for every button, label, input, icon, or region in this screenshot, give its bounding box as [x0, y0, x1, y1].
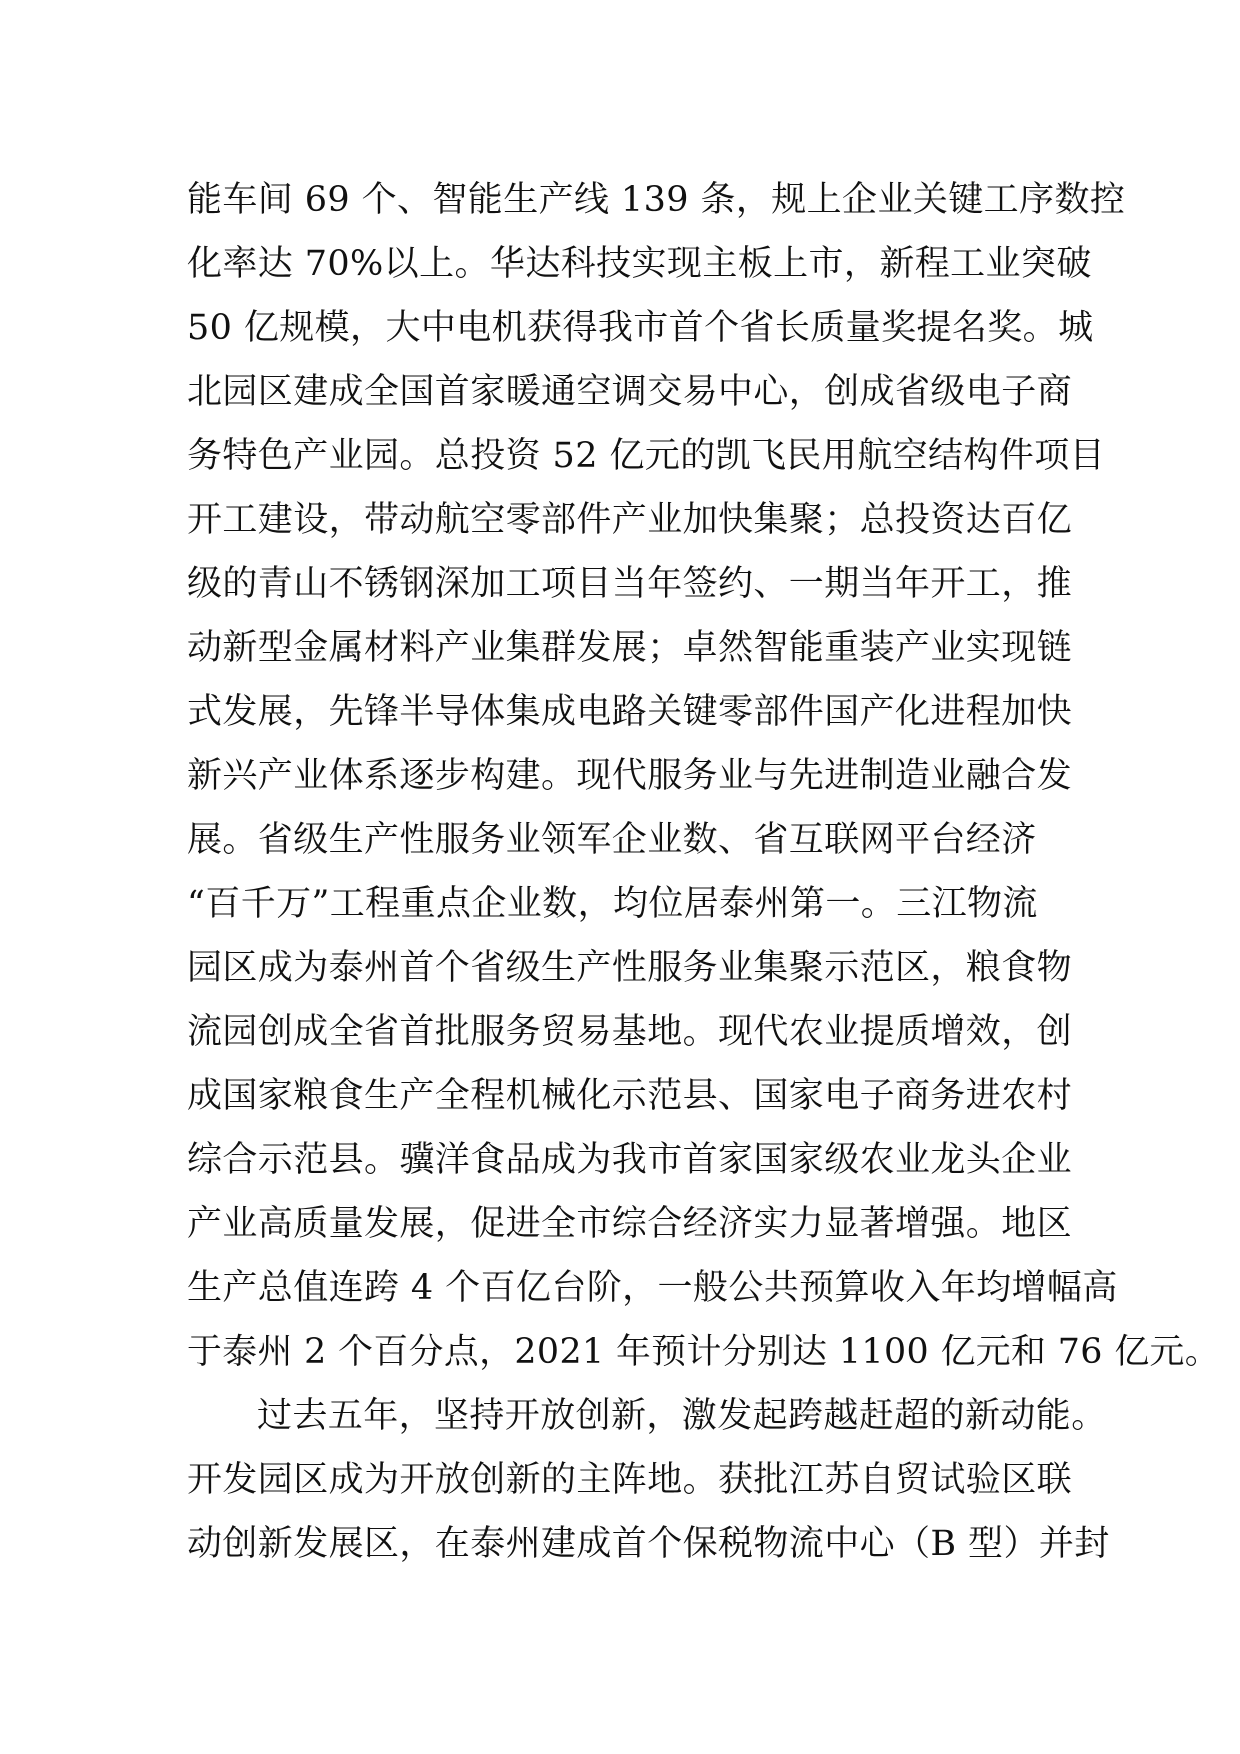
text-line: 能车间 69 个、智能生产线 139 条，规上企业关键工序数控	[187, 180, 1126, 220]
text-line: 成国家粮食生产全程机械化示范县、国家电子商务进农村	[187, 1076, 1073, 1116]
text-line: 式发展，先锋半导体集成电路关键零部件国产化进程加快	[187, 692, 1073, 732]
text-line: 级的青山不锈钢深加工项目当年签约、一期当年开工，推	[187, 564, 1073, 604]
text-line: 北园区建成全国首家暖通空调交易中心，创成省级电子商	[187, 372, 1073, 412]
body-text	[187, 168, 1221, 1576]
text-line: 生产总值连跨 4 个百亿台阶，一般公共预算收入年均增幅高	[187, 1268, 1118, 1308]
text-line: 开工建设，带动航空零部件产业加快集聚；总投资达百亿	[187, 500, 1073, 540]
text-line: 园区成为泰州首个省级生产性服务业集聚示范区，粮食物	[187, 948, 1073, 988]
text-line: “百千万”工程重点企业数，均位居泰州第一。三江物流	[187, 884, 1038, 924]
text-line: 综合示范县。骥洋食品成为我市首家国家级农业龙头企业	[187, 1140, 1073, 1180]
text-line: 务特色产业园。总投资 52 亿元的凯飞民用航空结构件项目	[187, 436, 1105, 476]
text-line: 50 亿规模，大中电机获得我市首个省长质量奖提名奖。城	[187, 308, 1094, 348]
text-line: 流园创成全省首批服务贸易基地。现代农业提质增效，创	[187, 1012, 1073, 1052]
text-line: 展。省级生产性服务业领军企业数、省互联网平台经济	[187, 820, 1037, 860]
text-line: 开发园区成为开放创新的主阵地。获批江苏自贸试验区联	[187, 1460, 1073, 1500]
text-line: 化率达 70%以上。华达科技实现主板上市，新程工业突破	[187, 244, 1092, 284]
text-line: 动创新发展区，在泰州建成首个保税物流中心（B 型）并封	[187, 1524, 1110, 1564]
text-line: 产业高质量发展，促进全市综合经济实力显著增强。地区	[187, 1204, 1073, 1244]
paragraph-start-line: 过去五年，坚持开放创新，激发起跨越赶超的新动能。	[257, 1396, 1107, 1436]
text-line: 新兴产业体系逐步构建。现代服务业与先进制造业融合发	[187, 756, 1073, 796]
text-line: 于泰州 2 个百分点，2021 年预计分别达 1100 亿元和 76 亿元。	[187, 1332, 1221, 1372]
text-line: 动新型金属材料产业集群发展；卓然智能重装产业实现链	[187, 628, 1073, 668]
